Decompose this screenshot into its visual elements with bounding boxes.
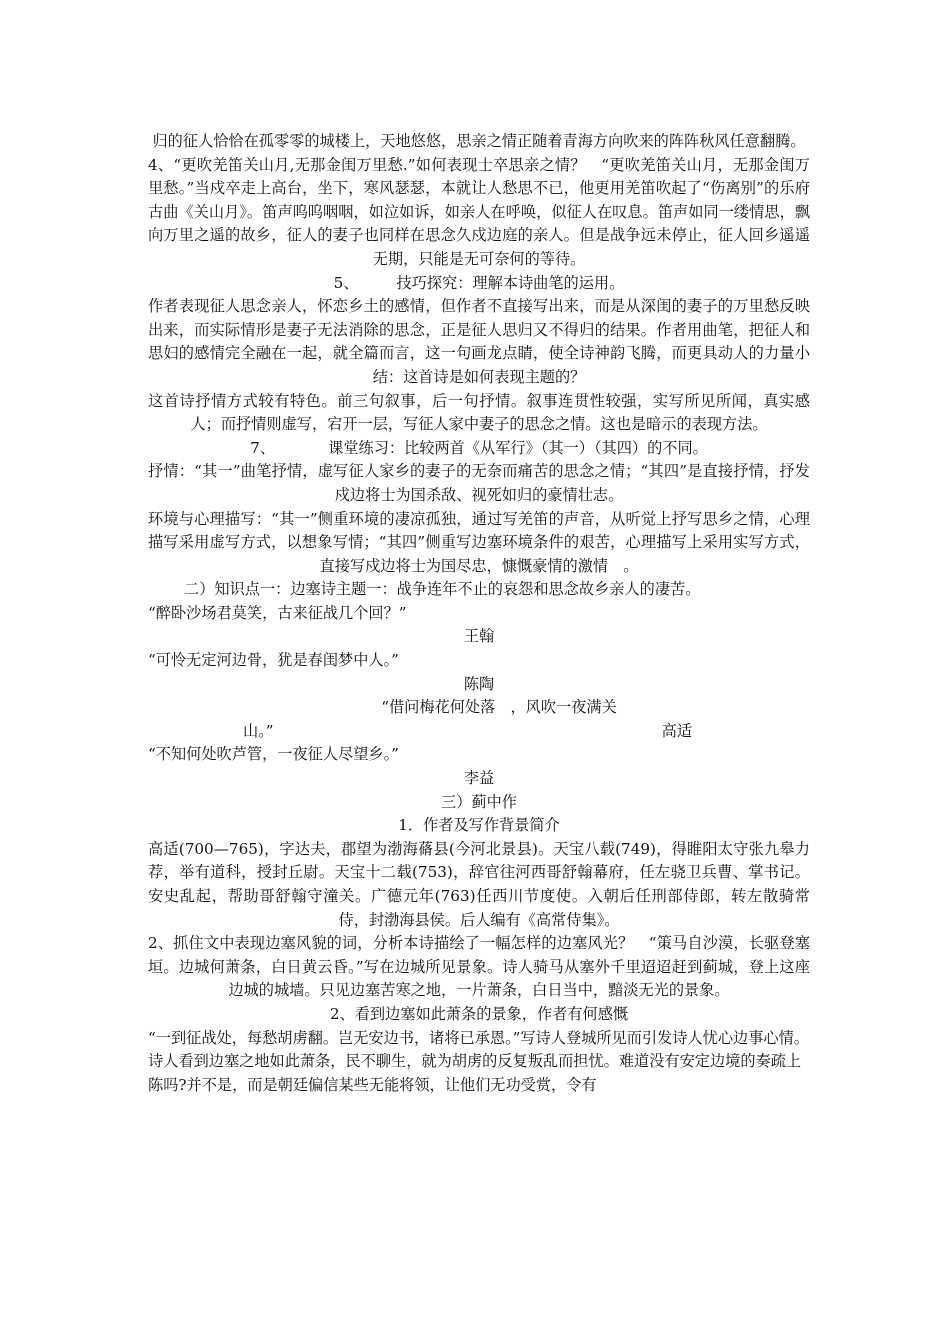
author-chentao: 陈陶 xyxy=(463,674,495,693)
paragraph-scenery: 2、抓住文中表现边塞风貌的词，分析本诗描绘了一幅怎样的边塞风光？ “策马自沙漠，长驱登塞垣。边城何萧条，白日黄云昏。”写在边城所见景象。诗人骑马从塞外千里迢迢赶到蓟城，登上这座边城的城墙。只见边塞苦寒之地，一片萧条，白日当中，黯淡无光的景象。 xyxy=(148,934,810,1000)
heading-7: 7、 课堂练习：比较两首《从军行》（其一）（其四）的不同。 xyxy=(250,438,708,457)
quote-gaoshi-ending: 山。” xyxy=(243,721,274,740)
heading-knowledge-point: 二）知识点一：边塞诗主题一：战争连年不止的哀怨和思念故乡亲人的凄苦。 xyxy=(184,580,701,599)
quote-wanghan: “醉卧沙场君莫笑，古来征战几个回？” xyxy=(148,603,407,622)
quote-chentao: “可怜无定河边骨，犹是春闺梦中人。” xyxy=(148,651,399,670)
paragraph-technique: 作者表现征人思念亲人，怀恋乡土的感情，但作者不直接写出来，而是从深闺的妻子的万里愁反映出来，而实际情形是妻子无法消除的思念，正是征人思归又不得归的结果。作者用曲笔，把征人和思妇的感情完全融在一起，就全篇而言，这一句画龙点睛，使全诗神韵飞腾，而更具动人的力量小结：这首诗是如何表现主题的？ xyxy=(148,297,810,386)
document-body xyxy=(148,130,810,1097)
paragraph-continuation: 归的征人恰恰在孤零零的城楼上，天地悠悠，思亲之情正随着青海方向吹来的阵阵秋风任意翻腾。 xyxy=(152,132,806,150)
quote-liyi: “不知何处吹芦管，一夜征人尽望乡。” xyxy=(148,745,399,764)
paragraph-lyric: 抒情：“其一”曲笔抒情，虚写征人家乡的妻子的无奈而痛苦的思念之情；“其四”是直接抒情，抒发戍边将士为国杀敌、视死如归的豪情壮志。 xyxy=(148,462,810,504)
paragraph-environment: 环境与心理描写：“其一”侧重环境的凄凉孤独，通过写羌笛的声音，从听觉上抒写思乡之情，心理描写采用虚写方式，以想象写情；“其四”侧重写边塞环境条件的艰苦，心理描写上采用实写方式，直接写戍边将士为国尽忠，慷慨豪情的激情 。 xyxy=(148,509,810,575)
heading-background: 1．作者及写作背景简介 xyxy=(398,816,560,835)
quote-gaoshi-line2 xyxy=(148,720,810,744)
paragraph-summary: 这首诗抒情方式较有特色。前三句叙事，后一句抒情。叙事连贯性较强，实写所见所闻，真实感人；而抒情则虚写，宕开一层，写征人家中妻子的思念之情。这也是暗示的表现方法。 xyxy=(148,391,810,434)
paragraph-feelings: “一到征战处，每愁胡虏翻。岂无安边书，诸将已承恩。”写诗人登城所见而引发诗人忧心边事心情。诗人看到边塞之地如此萧条，民不聊生，就为胡虏的反复叛乱而担忧。难道没有安定边境的奏疏上陈吗?并不是，而是朝廷偏信某些无能将领，让他们无功受赏，令有 xyxy=(148,1028,809,1094)
heading-jizhongzuo: 三）蓟中作 xyxy=(441,792,517,811)
heading-5: 5、 技巧探究：理解本诗曲笔的运用。 xyxy=(333,273,625,292)
paragraph-biography: 高适(700—765)，字达夫，郡望为渤海蓨县(今河北景县)。天宝八载(749)，得睢阳太守张九皋力荐，举有道科，授封丘尉。天宝十二载(753)，辞官往河西哥舒翰幕府，任左骁卫兵曹、掌书记。安史乱起，帮助哥舒翰守潼关。广德元年(763)任西川节度使。入朝后任刑部侍郎，转左散骑常侍，封渤海县侯。后人编有《高常侍集》。 xyxy=(148,839,810,929)
heading-feelings: 2、看到边塞如此萧条的景象，作者有何感慨 xyxy=(329,1004,629,1023)
author-wanghan: 王翰 xyxy=(463,627,495,646)
author-gaoshi: 高适 xyxy=(661,721,692,740)
author-liyi: 李益 xyxy=(463,769,495,788)
paragraph-q4: 4、“更吹羌笛关山月,无那金闺万里愁.”如何表现士卒思亲之情？ “更吹羌笛关山月，无那金闺万里愁。”当戍卒走上高台，坐下，寒风瑟瑟，本就让人愁思不已，他更用羌笛吹起了“伤离别”的乐府古曲《关山月》。笛声呜呜咽咽，如泣如诉，如亲人在呼唤，似征人在叹息。笛声如同一缕情思，飘向万里之遥的故乡，征人的妻子也同样在思念久戍边庭的亲人。但是战争远未停止，征人回乡遥遥无期，只能是无可奈何的等待。 xyxy=(148,155,810,268)
quote-gaoshi-line1: “借问梅花何处落 ，风吹一夜满关 xyxy=(381,698,617,717)
